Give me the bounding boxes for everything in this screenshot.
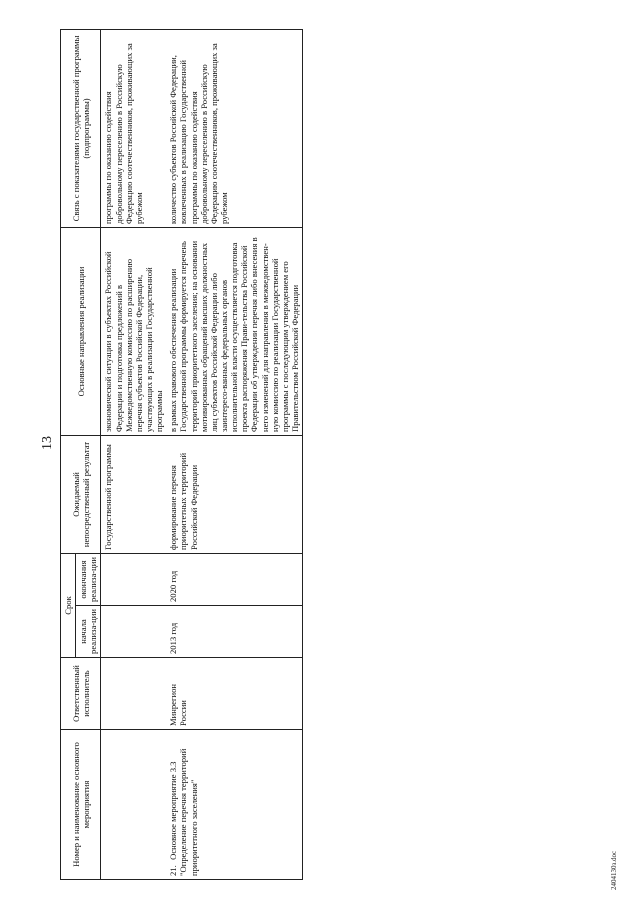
row-number: 21. (168, 865, 179, 876)
rotated-table-container (60, 30, 580, 880)
header-name: Номер и наименование основного мероприятия (61, 730, 101, 880)
cont-indicators-cell: программы по оказанию содействия добровольному переселению в Российскую Федерацию соотечественников, проживающих за рубежом (101, 29, 166, 227)
row-directions: в рамках правового обеспечения реализации Государственной программы формируется перечень территорий приоритетного заселения; на основании мотивированных обращений высших должностных лиц субъектов Российской Федерации либо заинтересо-ванных федеральных органов исполнительной власти осуществляется подготовка проекта распоряжения Прави-тельства Российской Федерации об утверждении перечня либо внесения в него изменений для направления в межведомствен-ную комиссию по реализации Государственной программы с последующим утверждением его Правительством Российской Федерации (166, 227, 302, 435)
cont-name-cell (101, 730, 166, 880)
cont-end-cell (101, 553, 166, 605)
row-executor: Минрегион России (166, 658, 302, 730)
header-result: Ожидаемый непосредственный результат (61, 435, 101, 553)
page-number: 13 (40, 436, 55, 450)
continuation-row (101, 29, 166, 879)
header-start: начала реализа-ции (76, 606, 101, 658)
header-directions: Основные направления реализации (61, 227, 101, 435)
row-result: формирование перечня приоритетных территорий Российской Федерации (166, 435, 302, 553)
table-row (166, 29, 302, 879)
cont-start-cell (101, 606, 166, 658)
header-indicators: Связь с показателями государственной программы (подпрограммы) (61, 29, 101, 227)
row-title: Основное мероприятие 3.3 "Определение перечня территорий приоритетного заселения" (168, 748, 199, 876)
measures-table (60, 29, 303, 880)
row-end: 2020 год (166, 553, 302, 605)
cont-executor-cell (101, 658, 166, 730)
header-end: окончания реализа-ции (76, 553, 101, 605)
header-term: Срок (61, 553, 76, 657)
cont-result-cell: Государственной программы (101, 435, 166, 553)
cont-directions-cell: экономической ситуации в субъектах Российской Федерации и подготовка предложений в Межведомственную комиссию по расширению перечня субъектов Российской Федерации, участвующих в реализации Государственной программы (101, 227, 166, 435)
header-executor: Ответственный исполнитель (61, 658, 101, 730)
row-name-cell (166, 730, 302, 880)
row-start: 2013 год (166, 606, 302, 658)
row-indicators: количество субъектов Российской Федерации, вовлеченных в реализацию Государственной программы по оказанию содействия добровольному переселению в Российскую Федерацию соотечественников, проживающих за рубежом (166, 29, 302, 227)
document-code: 2404130з.doc (610, 850, 618, 890)
header-row-1 (61, 29, 76, 879)
